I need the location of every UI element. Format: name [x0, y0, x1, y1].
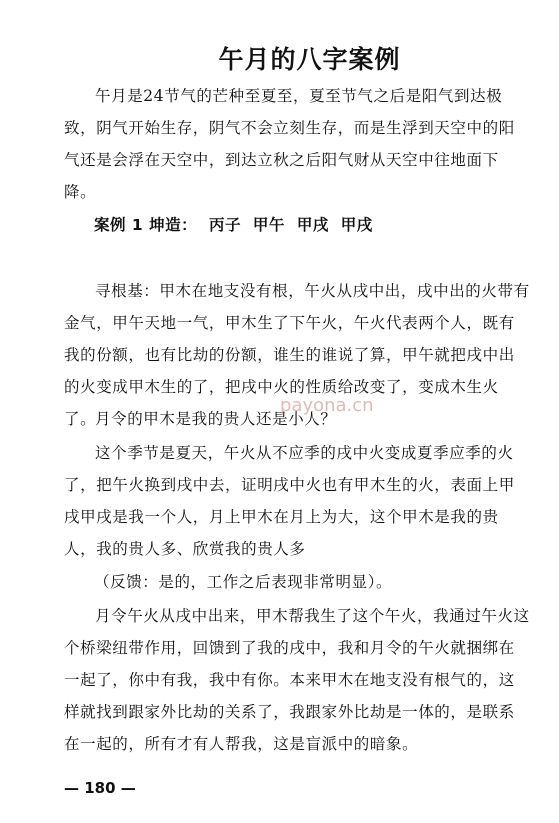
case-pillar: 丙子: [208, 216, 241, 234]
root-analysis-paragraph: 寻根基：甲木在地支没有根，午火从戌中出，戌中出的火带有金气，甲午天地一气，甲木生了下午火，午火代表两个人，既有我的份额，也有比劫的份额，谁生的谁说了算，甲午就把戌中出的火变成甲木生的了，把戌中火的性质给改变了，变成木生火了。: [64, 282, 530, 428]
season-paragraph: 这个季节是夏天，午火从不应季的戌中火变成夏季应季的火了，把午火换到戌中去，证明戌中火也有甲木生的火，表面上甲戌甲戌是我一个人，月上甲木在月上为大，这个甲木是我的贵人，我的贵人多、欣赏我的贵人多: [64, 444, 515, 558]
page-number: — 180 —: [64, 779, 136, 797]
conclusion-paragraph: 月令午火从戌中出来，甲木帮我生了这个午火，我通过午火这个桥梁纽带作用，回馈到了我的戌中，我和月令的午火就捆绑在一起了，你中有我，我中有你。本来甲木在地支没有根气的，这样就找到跟家外比劫的关系了，我跟家外比劫是一体的，是联系在一起的，所有才有人帮我，这是盲派中的暗象。: [64, 607, 530, 753]
feedback-paragraph: （反馈：是的，工作之后表现非常明显）。: [94, 573, 393, 591]
case-pillar: 甲午: [252, 216, 285, 234]
case-pillar: 甲戌: [340, 216, 373, 234]
intro-paragraph: 午月是24节气的芒种至夏至，夏至节气之后是阳气到达极致，阴气开始生存，阴气不会立刻生存，而是生浮到天空中的阳气还是会浮在天空中，到达立秋之后阳气财从天空中往地面下降。: [64, 87, 515, 201]
case-heading: [94, 213, 379, 235]
page-title: 午月的八字案例: [218, 45, 401, 74]
question-paragraph: 月令的甲木是我的贵人还是小人？: [95, 410, 337, 428]
watermark: payona.cn: [280, 395, 374, 416]
case-label: 案例 1 坤造：: [94, 216, 198, 234]
case-pillar: 甲戌: [296, 216, 329, 234]
